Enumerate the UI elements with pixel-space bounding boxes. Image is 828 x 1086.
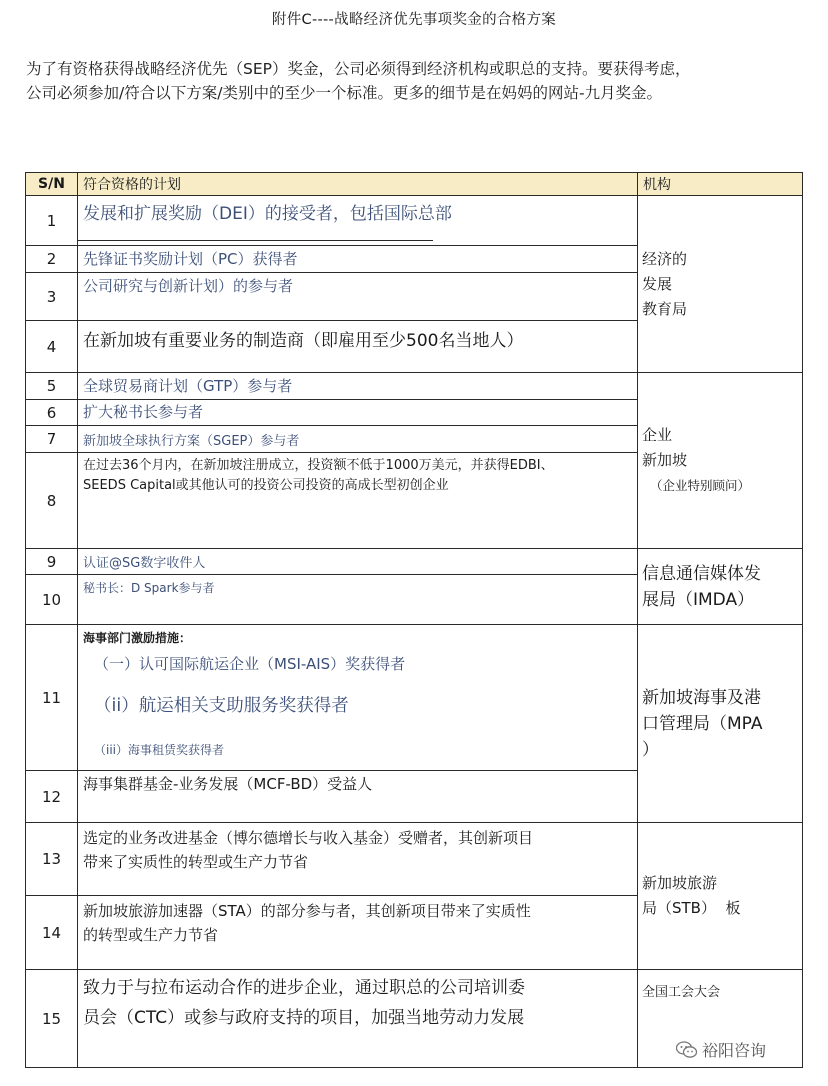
program-cell [78,453,638,549]
row-number: 6 [26,400,78,426]
row-number: 12 [26,771,78,823]
agency-stb [638,823,803,970]
row-number: 4 [26,321,78,373]
program-cell [78,575,638,625]
row-number: 11 [26,625,78,771]
agency-line: 口管理局（MPA [642,713,763,734]
program-line: 带来了实质性的转型或生产力节省 [83,853,309,871]
intro-line: 公司必须参加/符合以下方案/类别中的至少一个标准。更多的细节是在妈妈的网站-九月奖金。 [26,84,663,102]
program-text: 发展和扩展奖励（DEI）的接受者，包括国际总部 [83,204,452,224]
program-text: 先锋证书奖励计划（PC）获得者 [83,250,298,268]
agency-line: 教育局 [642,299,688,318]
intro-line: 为了有资格获得战略经济优先（SEP）奖金，公司必须得到经济机构或职总的支持。要获得考虑， [26,60,691,78]
program-cell [78,823,638,896]
program-cell [78,373,638,400]
agency-line: 局（STB） 板 [642,899,741,917]
agency-ntuc: 全国工会大会 [638,970,803,1068]
row-number: 9 [26,549,78,575]
underline [78,240,433,241]
program-text: 扩大秘书长参与者 [83,403,204,421]
agency-line: 新加坡 [642,451,688,469]
program-cell [78,896,638,970]
program-cell [78,196,638,246]
header-program: 符合资格的计划 [78,173,638,196]
agency-line: 发展 [642,274,673,293]
row-number: 8 [26,453,78,549]
program-text: 海事集群基金-业务发展（MCF-BD）受益人 [83,775,373,793]
program-cell [78,400,638,426]
program-text: 认证@SG数字收件人 [83,556,206,571]
program-line: 新加坡旅游加速器（STA）的部分参与者，其创新项目带来了实质性 [83,902,531,920]
agency-mpa [638,625,803,823]
program-text [78,453,637,499]
program-line: 在过去36个月内，在新加坡注册成立，投资额不低于1000万美元，并获得EDBI、 [83,458,554,473]
header-sn: S/N [26,173,78,196]
table-row [26,196,803,246]
program-line: 的转型或生产力节省 [83,926,219,944]
header-agency: 机构 [638,173,803,196]
row-number: 5 [26,373,78,400]
row-number: 1 [26,196,78,246]
intro-paragraph [26,57,796,105]
program-text: 全球贸易商计划（GTP）参与者 [83,377,293,395]
program-cell [78,426,638,453]
program-text [78,970,637,1036]
agency-line: 新加坡海事及港 [642,687,761,708]
program-item: （iii）海事租赁奖获得者 [94,743,225,757]
eligibility-table [25,172,803,1068]
agency-line: 经济的 [642,249,688,268]
program-cell [78,549,638,575]
program-line: 选定的业务改进基金（博尔德增长与收入基金）受赠者，其创新项目 [83,829,534,847]
program-heading: 海事部门激励措施： [83,631,192,645]
program-cell [78,246,638,273]
program-cell [78,625,638,771]
row-number: 15 [26,970,78,1068]
agency-line: 企业 [642,426,673,444]
program-line: 致力于与拉布运动合作的进步企业，通过职总的公司培训委 [83,978,525,998]
agency-imda [638,549,803,625]
table-header-row [26,173,803,196]
program-item: （一）认可国际航运企业（MSI-AIS）奖获得者 [94,655,406,673]
page-title: 附件C----战略经济优先事项奖金的合格方案 [271,12,557,28]
row-number: 7 [26,426,78,453]
row-number: 3 [26,273,78,321]
table-row [26,625,803,771]
program-text: 在新加坡有重要业务的制造商（即雇用至少500名当地人） [83,331,524,351]
program-cell [78,273,638,321]
program-line: SEEDS Capital或其他认可的投资公司投资的高成长型初创企业 [83,478,449,493]
agency-edb [638,196,803,373]
agency-line: ） [642,739,659,760]
wechat-icon [676,1041,698,1059]
program-line: 员会（CTC）或参与政府支持的项目，加强当地劳动力发展 [83,1008,525,1028]
agency-sub: （企业特别顾问） [650,478,751,493]
program-item: （ii）航运相关支助服务奖获得者 [94,696,349,716]
program-text: 公司研究与创新计划）的参与者 [83,277,294,295]
agency-line: 新加坡旅游 [642,874,718,892]
program-cell [78,970,638,1068]
program-text: 新加坡全球执行方案（SGEP）参与者 [83,434,300,449]
agency-line: 展局（IMDA） [642,589,755,610]
row-number: 10 [26,575,78,625]
row-number: 2 [26,246,78,273]
row-number: 14 [26,896,78,970]
program-text [78,823,637,877]
agency-esg [638,373,803,549]
program-text: 秘书长：D Spark参与者 [83,581,215,595]
table-row [26,549,803,575]
program-text [78,896,637,950]
watermark [676,1038,766,1061]
watermark-text: 裕阳咨询 [702,1041,767,1060]
row-number: 13 [26,823,78,896]
table-row [26,373,803,400]
program-cell [78,771,638,823]
table-row [26,823,803,896]
agency-line: 信息通信媒体发 [642,563,761,584]
program-cell [78,321,638,373]
